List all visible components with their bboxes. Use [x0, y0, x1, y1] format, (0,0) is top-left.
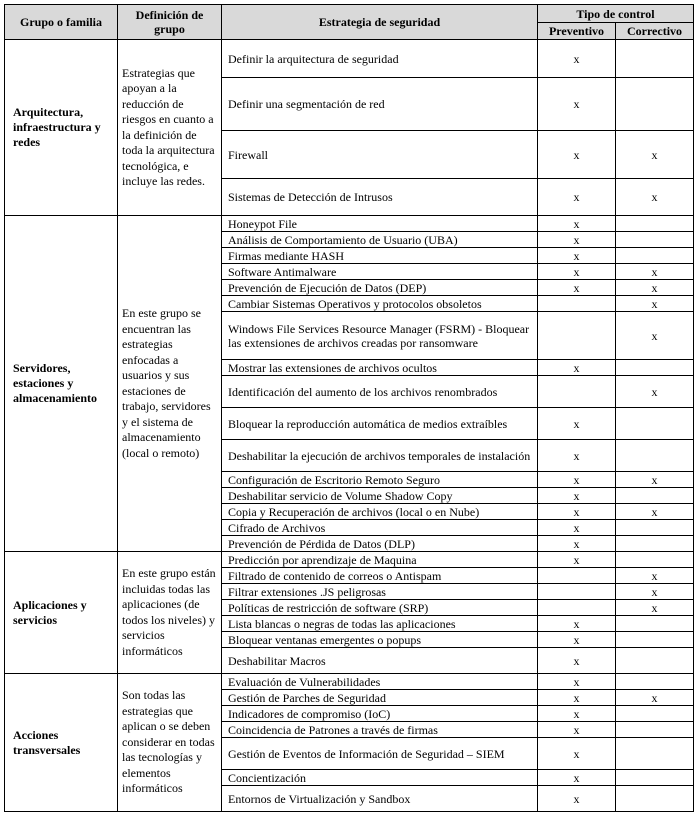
- corrective-mark: [616, 216, 694, 232]
- strategy-cell: Gestión de Eventos de Información de Seguridad – SIEM: [222, 738, 538, 770]
- document-page: [4, 4, 694, 812]
- corrective-mark: x: [616, 584, 694, 600]
- strategy-cell: Predicción por aprendizaje de Maquina: [222, 552, 538, 568]
- preventive-mark: x: [538, 738, 616, 770]
- corrective-mark: [616, 632, 694, 648]
- group-name: Arquitectura, infraestructura y redes: [5, 40, 118, 216]
- group-definition: En este grupo están incluidas todas las aplicaciones (de todos los niveles) y servicios informáticos: [118, 552, 222, 674]
- strategy-cell: Sistemas de Detección de Intrusos: [222, 179, 538, 216]
- strategy-cell: Indicadores de compromiso (IoC): [222, 706, 538, 722]
- strategy-cell: Prevención de Pérdida de Datos (DLP): [222, 536, 538, 552]
- strategy-cell: Filtrar extensiones .JS peligrosas: [222, 584, 538, 600]
- corrective-mark: [616, 440, 694, 472]
- preventive-mark: x: [538, 248, 616, 264]
- group-name: Servidores, estaciones y almacenamiento: [5, 216, 118, 552]
- preventive-mark: [538, 584, 616, 600]
- preventive-mark: x: [538, 770, 616, 786]
- strategy-cell: Deshabilitar la ejecución de archivos temporales de instalación: [222, 440, 538, 472]
- strategy-cell: Entornos de Virtualización y Sandbox: [222, 786, 538, 812]
- corrective-mark: [616, 616, 694, 632]
- strategy-cell: Firewall: [222, 131, 538, 179]
- strategy-cell: Deshabilitar Macros: [222, 648, 538, 674]
- header-strategy: Estrategia de seguridad: [222, 5, 538, 40]
- corrective-mark: x: [616, 376, 694, 408]
- preventive-mark: x: [538, 408, 616, 440]
- corrective-mark: x: [616, 600, 694, 616]
- strategy-cell: Identificación del aumento de los archivos renombrados: [222, 376, 538, 408]
- preventive-mark: x: [538, 78, 616, 131]
- corrective-mark: [616, 520, 694, 536]
- header-definition: Definición de grupo: [118, 5, 222, 40]
- preventive-mark: x: [538, 264, 616, 280]
- corrective-mark: x: [616, 312, 694, 360]
- strategy-cell: Windows File Services Resource Manager (FSRM) - Bloquear las extensiones de archivos creadas por ransomware: [222, 312, 538, 360]
- corrective-mark: [616, 770, 694, 786]
- corrective-mark: x: [616, 690, 694, 706]
- group-name: Acciones transversales: [5, 674, 118, 812]
- preventive-mark: [538, 376, 616, 408]
- corrective-mark: [616, 78, 694, 131]
- strategy-cell: Políticas de restricción de software (SRP): [222, 600, 538, 616]
- preventive-mark: x: [538, 131, 616, 179]
- strategy-cell: Lista blancas o negras de todas las aplicaciones: [222, 616, 538, 632]
- corrective-mark: x: [616, 131, 694, 179]
- strategy-cell: Cambiar Sistemas Operativos y protocolos obsoletos: [222, 296, 538, 312]
- corrective-mark: [616, 786, 694, 812]
- corrective-mark: x: [616, 504, 694, 520]
- preventive-mark: [538, 600, 616, 616]
- corrective-mark: x: [616, 179, 694, 216]
- corrective-mark: [616, 248, 694, 264]
- preventive-mark: x: [538, 280, 616, 296]
- preventive-mark: x: [538, 360, 616, 376]
- preventive-mark: x: [538, 232, 616, 248]
- strategy-cell: Gestión de Parches de Seguridad: [222, 690, 538, 706]
- table-row: [5, 40, 694, 78]
- corrective-mark: [616, 648, 694, 674]
- strategy-cell: Deshabilitar servicio de Volume Shadow Copy: [222, 488, 538, 504]
- preventive-mark: x: [538, 504, 616, 520]
- corrective-mark: x: [616, 472, 694, 488]
- preventive-mark: x: [538, 520, 616, 536]
- strategy-cell: Firmas mediante HASH: [222, 248, 538, 264]
- preventive-mark: x: [538, 179, 616, 216]
- corrective-mark: [616, 552, 694, 568]
- corrective-mark: [616, 408, 694, 440]
- preventive-mark: x: [538, 440, 616, 472]
- corrective-mark: [616, 40, 694, 78]
- preventive-mark: x: [538, 472, 616, 488]
- corrective-mark: [616, 360, 694, 376]
- corrective-mark: x: [616, 568, 694, 584]
- strategy-cell: Prevención de Ejecución de Datos (DEP): [222, 280, 538, 296]
- header-preventive: Preventivo: [538, 23, 616, 40]
- corrective-mark: x: [616, 280, 694, 296]
- preventive-mark: x: [538, 706, 616, 722]
- strategy-cell: Configuración de Escritorio Remoto Seguro: [222, 472, 538, 488]
- header-group: Grupo o familia: [5, 5, 118, 40]
- security-strategy-table: [4, 4, 694, 812]
- corrective-mark: [616, 232, 694, 248]
- header-control-type: Tipo de control: [538, 5, 694, 23]
- preventive-mark: x: [538, 632, 616, 648]
- corrective-mark: [616, 674, 694, 690]
- table-row: [5, 552, 694, 568]
- table-row: [5, 216, 694, 232]
- preventive-mark: x: [538, 536, 616, 552]
- corrective-mark: [616, 536, 694, 552]
- strategy-cell: Definir la arquitectura de seguridad: [222, 40, 538, 78]
- strategy-cell: Filtrado de contenido de correos o Antispam: [222, 568, 538, 584]
- corrective-mark: [616, 722, 694, 738]
- strategy-cell: Copia y Recuperación de archivos (local o en Nube): [222, 504, 538, 520]
- strategy-cell: Mostrar las extensiones de archivos ocultos: [222, 360, 538, 376]
- group-definition: Estrategias que apoyan a la reducción de riesgos en cuanto a la definición de toda la arquitectura tecnológica, e incluye las redes.: [118, 40, 222, 216]
- corrective-mark: [616, 488, 694, 504]
- preventive-mark: x: [538, 616, 616, 632]
- strategy-cell: Definir una segmentación de red: [222, 78, 538, 131]
- corrective-mark: [616, 706, 694, 722]
- strategy-cell: Software Antimalware: [222, 264, 538, 280]
- preventive-mark: [538, 296, 616, 312]
- preventive-mark: x: [538, 648, 616, 674]
- preventive-mark: x: [538, 786, 616, 812]
- group-definition: En este grupo se encuentran las estrategias enfocadas a usuarios y sus estaciones de trabajo, servidores y el sistema de almacenamiento (local o remoto): [118, 216, 222, 552]
- strategy-cell: Análisis de Comportamiento de Usuario (UBA): [222, 232, 538, 248]
- table-row: [5, 674, 694, 690]
- preventive-mark: [538, 312, 616, 360]
- corrective-mark: [616, 738, 694, 770]
- corrective-mark: x: [616, 264, 694, 280]
- preventive-mark: x: [538, 488, 616, 504]
- group-definition: Son todas las estrategias que aplican o se deben considerar en todas las tecnologías y elementos informáticos: [118, 674, 222, 812]
- corrective-mark: x: [616, 296, 694, 312]
- preventive-mark: x: [538, 552, 616, 568]
- strategy-cell: Cifrado de Archivos: [222, 520, 538, 536]
- header-corrective: Correctivo: [616, 23, 694, 40]
- strategy-cell: Evaluación de Vulnerabilidades: [222, 674, 538, 690]
- preventive-mark: x: [538, 690, 616, 706]
- strategy-cell: Coincidencia de Patrones a través de firmas: [222, 722, 538, 738]
- preventive-mark: x: [538, 674, 616, 690]
- preventive-mark: [538, 568, 616, 584]
- strategy-cell: Bloquear la reproducción automática de medios extraíbles: [222, 408, 538, 440]
- preventive-mark: x: [538, 722, 616, 738]
- preventive-mark: x: [538, 216, 616, 232]
- strategy-cell: Honeypot File: [222, 216, 538, 232]
- strategy-cell: Concientización: [222, 770, 538, 786]
- strategy-cell: Bloquear ventanas emergentes o popups: [222, 632, 538, 648]
- group-name: Aplicaciones y servicios: [5, 552, 118, 674]
- preventive-mark: x: [538, 40, 616, 78]
